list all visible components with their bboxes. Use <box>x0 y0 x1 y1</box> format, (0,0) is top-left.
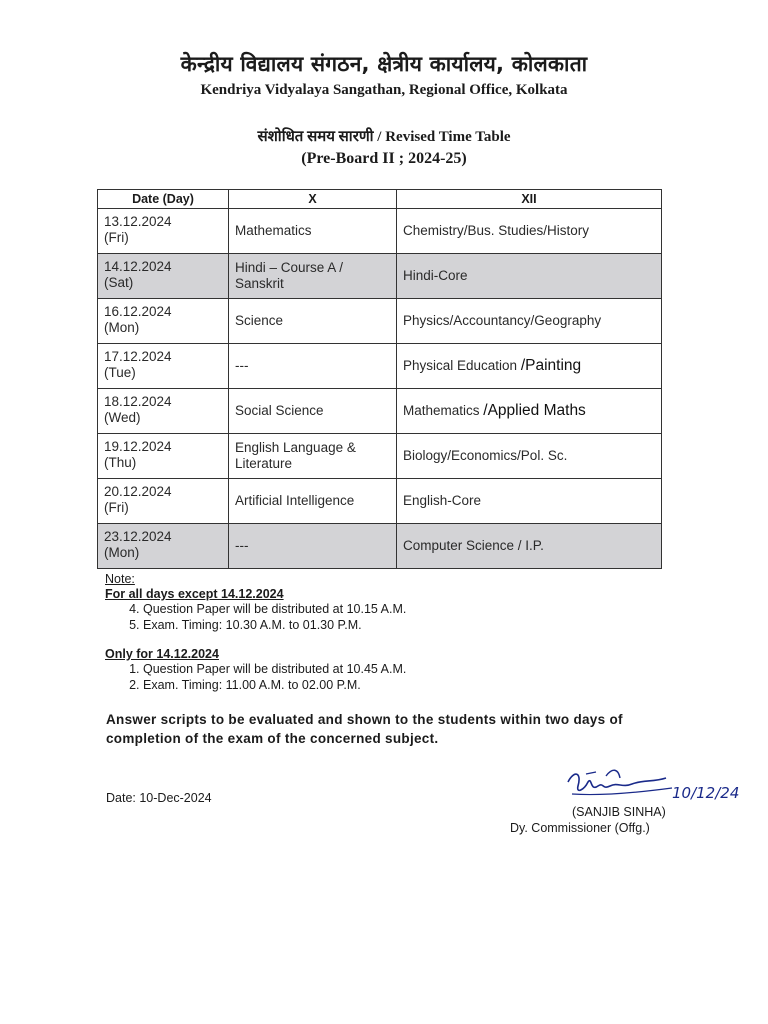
day: (Mon) <box>104 545 140 560</box>
issue-date: Date: 10-Dec-2024 <box>106 791 212 805</box>
date-cell <box>98 389 229 434</box>
date-cell <box>98 434 229 479</box>
signatory-name: (SANJIB SINHA) <box>572 805 666 819</box>
date-cell <box>98 524 229 569</box>
class-xii-subject <box>397 479 662 524</box>
list-item: 5. Exam. Timing: 10.30 A.M. to 01.30 P.M. <box>143 618 406 634</box>
day: (Thu) <box>104 455 137 470</box>
date: 17.12.2024 <box>104 349 172 364</box>
class-xii-subject-text: Chemistry/Bus. Studies/History <box>403 223 590 238</box>
class-xii-subject-text: Biology/Economics/Pol. Sc. <box>403 448 568 463</box>
note-heading: Note: <box>105 572 135 586</box>
class-xii-subject <box>397 209 662 254</box>
class-xii-subject-extra: /Applied Maths <box>483 402 586 419</box>
note-section2-heading: Only for 14.12.2024 <box>105 647 219 661</box>
day: (Wed) <box>104 410 141 425</box>
timetable <box>97 189 662 569</box>
class-xii-subject <box>397 254 662 299</box>
date: 13.12.2024 <box>104 214 172 229</box>
class-xii-subject-text: Physical Education <box>403 358 521 373</box>
hindi-title: केन्द्रीय विद्यालय संगठन, क्षेत्रीय कार्यालय, कोलकाता <box>180 52 588 76</box>
date-cell <box>98 209 229 254</box>
english-title: Kendriya Vidyalaya Sangathan, Regional Office, Kolkata <box>200 82 568 98</box>
date: 18.12.2024 <box>104 394 172 409</box>
column-header-date: Date (Day) <box>98 190 229 209</box>
class-x-subject: --- <box>229 524 397 569</box>
class-xii-subject-text: Mathematics <box>403 403 484 418</box>
table-row <box>98 524 662 569</box>
date-cell <box>98 254 229 299</box>
list-item: 1. Question Paper will be distributed at 10.45 A.M. <box>143 662 406 678</box>
class-x-subject: English Language & Literature <box>229 434 397 479</box>
class-xii-subject <box>397 389 662 434</box>
class-xii-subject <box>397 299 662 344</box>
table-row <box>98 209 662 254</box>
class-xii-subject-text: Physics/Accountancy/Geography <box>403 313 602 328</box>
note-section1-list <box>105 602 406 633</box>
timetable-title: संशोधित समय सारणी / Revised Time Table <box>257 129 511 145</box>
table-row <box>98 299 662 344</box>
date-cell <box>98 299 229 344</box>
class-xii-subject-text: English-Core <box>403 493 482 508</box>
class-x-subject: Science <box>229 299 397 344</box>
table-row <box>98 254 662 299</box>
class-x-subject: Artificial Intelligence <box>229 479 397 524</box>
table-header-row <box>98 190 662 209</box>
notes-section <box>105 572 406 693</box>
class-xii-subject <box>397 524 662 569</box>
class-x-subject: Hindi – Course A / Sanskrit <box>229 254 397 299</box>
date-cell <box>98 479 229 524</box>
class-x-subject: Social Science <box>229 389 397 434</box>
day: (Fri) <box>104 500 129 515</box>
column-header-xii: XII <box>397 190 662 209</box>
class-xii-subject-text: Hindi-Core <box>403 268 468 283</box>
note-section1-heading: For all days except 14.12.2024 <box>105 587 284 601</box>
day: (Tue) <box>104 365 136 380</box>
class-xii-subject <box>397 344 662 389</box>
signatory-designation: Dy. Commissioner (Offg.) <box>510 821 650 835</box>
day: (Fri) <box>104 230 129 245</box>
signature-image <box>562 760 740 810</box>
date-cell <box>98 344 229 389</box>
note-section2-list <box>105 662 406 693</box>
class-xii-subject-text: Computer Science / I.P. <box>403 538 544 553</box>
date: 16.12.2024 <box>104 304 172 319</box>
table-row <box>98 389 662 434</box>
date: 19.12.2024 <box>104 439 172 454</box>
class-xii-subject-extra: /Painting <box>520 357 582 374</box>
table-row <box>98 479 662 524</box>
list-item: 4. Question Paper will be distributed at 10.15 A.M. <box>143 602 406 618</box>
date: 14.12.2024 <box>104 259 172 274</box>
day: (Mon) <box>104 320 140 335</box>
day: (Sat) <box>104 275 134 290</box>
signature-date: 10/12/24 <box>672 784 740 802</box>
evaluation-instruction: Answer scripts to be evaluated and shown to the students within two days of completion of the exam of the concerned subject. <box>106 712 623 746</box>
class-xii-subject <box>397 434 662 479</box>
list-item: 2. Exam. Timing: 11.00 A.M. to 02.00 P.M. <box>143 678 406 694</box>
column-header-x: X <box>229 190 397 209</box>
class-x-subject: --- <box>229 344 397 389</box>
class-x-subject: Mathematics <box>229 209 397 254</box>
timetable-subtitle: (Pre-Board II ; 2024-25) <box>301 150 467 167</box>
table-row <box>98 434 662 479</box>
date: 23.12.2024 <box>104 529 172 544</box>
table-row <box>98 344 662 389</box>
date: 20.12.2024 <box>104 484 172 499</box>
